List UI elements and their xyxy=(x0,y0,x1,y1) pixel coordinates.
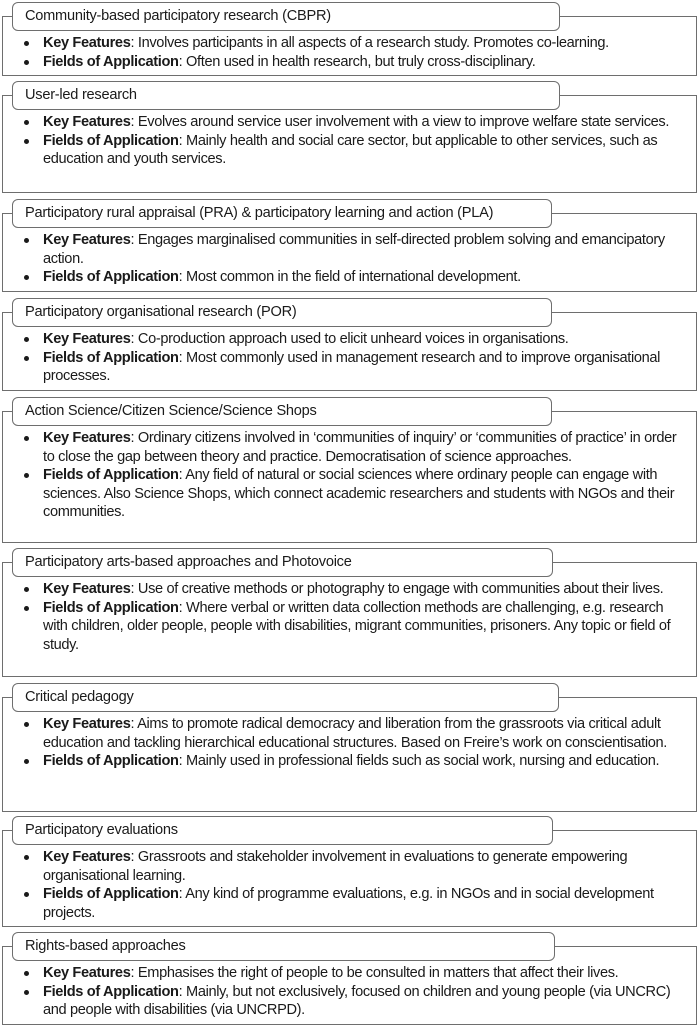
fields-of-application-item xyxy=(0,466,700,522)
item-label: Fields of Application xyxy=(43,983,179,1000)
section-bullet-list xyxy=(0,715,700,771)
item-label: Fields of Application xyxy=(43,467,179,484)
section-title: Action Science/Citizen Science/Science Shops xyxy=(12,397,552,426)
label-separator: : xyxy=(178,53,187,70)
label-separator: : xyxy=(178,753,187,770)
label-separator: : xyxy=(130,849,138,865)
item-text: Most common in the field of international development. xyxy=(186,269,521,286)
section-title: Participatory organisational research (POR) xyxy=(12,298,552,327)
bullet-icon xyxy=(24,722,29,727)
bullet-icon xyxy=(24,971,29,976)
item-text: Ordinary citizens involved in ‘communities of inquiry’ or ‘communities of practice’ in order to close the gap between theory and practice. Democratisation of science approaches. xyxy=(43,430,677,465)
section-bullet-list xyxy=(0,231,700,287)
key-features-item xyxy=(0,231,700,268)
item-label: Fields of Application xyxy=(43,132,179,149)
key-features-item xyxy=(0,580,700,599)
key-features-item xyxy=(0,848,700,885)
item-text: Where verbal or written data collection methods are challenging, e.g. research with children, older people, people with disabilities, migrant communities, prisoners. Any topic or field of study. xyxy=(43,599,671,653)
item-text: Evolves around service user involvement with a view to improve welfare state services. xyxy=(137,114,670,130)
label-separator: : xyxy=(178,599,187,616)
item-label: Key Features xyxy=(43,965,131,981)
fields-of-application-item xyxy=(0,132,700,169)
section-title: Rights-based approaches xyxy=(12,932,555,961)
item-label: Fields of Application xyxy=(43,349,179,366)
label-separator: : xyxy=(130,232,138,248)
bullet-icon xyxy=(24,41,29,46)
fields-of-application-item xyxy=(0,983,700,1020)
label-separator: : xyxy=(130,716,138,732)
bullet-icon xyxy=(24,60,29,65)
bullet-icon xyxy=(24,436,29,441)
item-label: Key Features xyxy=(43,331,131,347)
section-bullet-list xyxy=(0,330,700,386)
item-text: Aims to promote radical democracy and liberation from the grassroots via critical adult education and tackling hierarchical educational structures. Based on Freire’s work on conscientisation. xyxy=(43,716,668,751)
label-separator: : xyxy=(130,581,138,597)
label-separator: : xyxy=(178,132,187,149)
label-separator: : xyxy=(178,983,187,1000)
item-label: Key Features xyxy=(43,581,131,597)
bullet-icon xyxy=(24,139,29,144)
item-text: Involves participants in all aspects of a research study. Promotes co-learning. xyxy=(137,35,609,51)
bullet-icon xyxy=(24,473,29,478)
label-separator: : xyxy=(130,430,138,446)
label-separator: : xyxy=(178,886,186,903)
approach-section xyxy=(0,199,700,292)
label-separator: : xyxy=(178,349,187,366)
item-text: Emphasises the right of people to be consulted in matters that affect their lives. xyxy=(137,965,619,981)
bullet-icon xyxy=(24,238,29,243)
approach-section xyxy=(0,932,700,1025)
bullet-icon xyxy=(24,275,29,280)
approach-section xyxy=(0,298,700,391)
bullet-icon xyxy=(24,337,29,342)
item-label: Key Features xyxy=(43,114,131,130)
section-title: Participatory rural appraisal (PRA) & participatory learning and action (PLA) xyxy=(12,199,552,228)
item-label: Fields of Application xyxy=(43,599,179,616)
section-title: Community-based participatory research (CBPR) xyxy=(12,2,560,31)
approach-section xyxy=(0,683,700,812)
approach-section xyxy=(0,548,700,677)
bullet-icon xyxy=(24,990,29,995)
item-text: Most commonly used in management research and to improve organisational processes. xyxy=(43,349,661,385)
key-features-item xyxy=(0,34,700,53)
label-separator: : xyxy=(178,269,187,286)
section-bullet-list xyxy=(0,429,700,522)
section-title: User-led research xyxy=(12,81,560,110)
approach-section xyxy=(0,816,700,927)
bullet-icon xyxy=(24,892,29,897)
approach-section xyxy=(0,81,700,193)
fields-of-application-item xyxy=(0,349,700,386)
item-label: Fields of Application xyxy=(43,753,179,770)
label-separator: : xyxy=(178,467,186,484)
label-separator: : xyxy=(130,114,138,130)
section-title: Critical pedagogy xyxy=(12,683,559,712)
item-text: Often used in health research, but truly cross-disciplinary. xyxy=(186,53,536,70)
fields-of-application-item xyxy=(0,885,700,922)
fields-of-application-item xyxy=(0,752,700,771)
item-text: Any kind of programme evaluations, e.g. in NGOs and in social development projects. xyxy=(43,886,654,921)
bullet-icon xyxy=(24,587,29,592)
section-bullet-list xyxy=(0,848,700,922)
item-label: Fields of Application xyxy=(43,886,179,903)
item-label: Key Features xyxy=(43,716,131,732)
fields-of-application-item xyxy=(0,53,700,72)
label-separator: : xyxy=(130,331,138,347)
item-text: Grassroots and stakeholder involvement in evaluations to generate empowering organisational learning. xyxy=(43,849,628,884)
fields-of-application-item xyxy=(0,599,700,655)
approach-section xyxy=(0,397,700,543)
bullet-icon xyxy=(24,356,29,361)
key-features-item xyxy=(0,964,700,983)
bullet-icon xyxy=(24,855,29,860)
section-title: Participatory evaluations xyxy=(12,816,553,845)
item-text: Any field of natural or social sciences where ordinary people can engage with sciences. Also Science Shops, which connect academic researchers and students with NGOs and their communities. xyxy=(43,467,675,521)
section-title: Participatory arts-based approaches and Photovoice xyxy=(12,548,553,577)
label-separator: : xyxy=(130,35,138,51)
bullet-icon xyxy=(24,120,29,125)
key-features-item xyxy=(0,429,700,466)
item-label: Fields of Application xyxy=(43,269,179,286)
item-text: Use of creative methods or photography to engage with communities about their lives. xyxy=(137,581,664,597)
item-label: Key Features xyxy=(43,849,131,865)
item-text: Mainly health and social care sector, but applicable to other services, such as education and youth services. xyxy=(43,132,658,168)
item-text: Mainly, but not exclusively, focused on children and young people (via UNCRC) and people with disabilities (via UNCRPD). xyxy=(43,983,671,1019)
section-bullet-list xyxy=(0,113,700,169)
item-text: Co-production approach used to elicit unheard voices in organisations. xyxy=(137,331,569,347)
item-label: Key Features xyxy=(43,232,131,248)
bullet-icon xyxy=(24,606,29,611)
section-bullet-list xyxy=(0,34,700,71)
fields-of-application-item xyxy=(0,268,700,287)
item-label: Key Features xyxy=(43,430,131,446)
item-text: Engages marginalised communities in self-directed problem solving and emancipatory action. xyxy=(43,232,665,267)
approach-section xyxy=(0,2,700,76)
bullet-icon xyxy=(24,759,29,764)
label-separator: : xyxy=(130,965,138,981)
key-features-item xyxy=(0,330,700,349)
item-label: Key Features xyxy=(43,35,131,51)
key-features-item xyxy=(0,715,700,752)
section-bullet-list xyxy=(0,964,700,1020)
item-text: Mainly used in professional fields such as social work, nursing and education. xyxy=(186,753,660,770)
key-features-item xyxy=(0,113,700,132)
item-label: Fields of Application xyxy=(43,53,179,70)
section-bullet-list xyxy=(0,580,700,654)
